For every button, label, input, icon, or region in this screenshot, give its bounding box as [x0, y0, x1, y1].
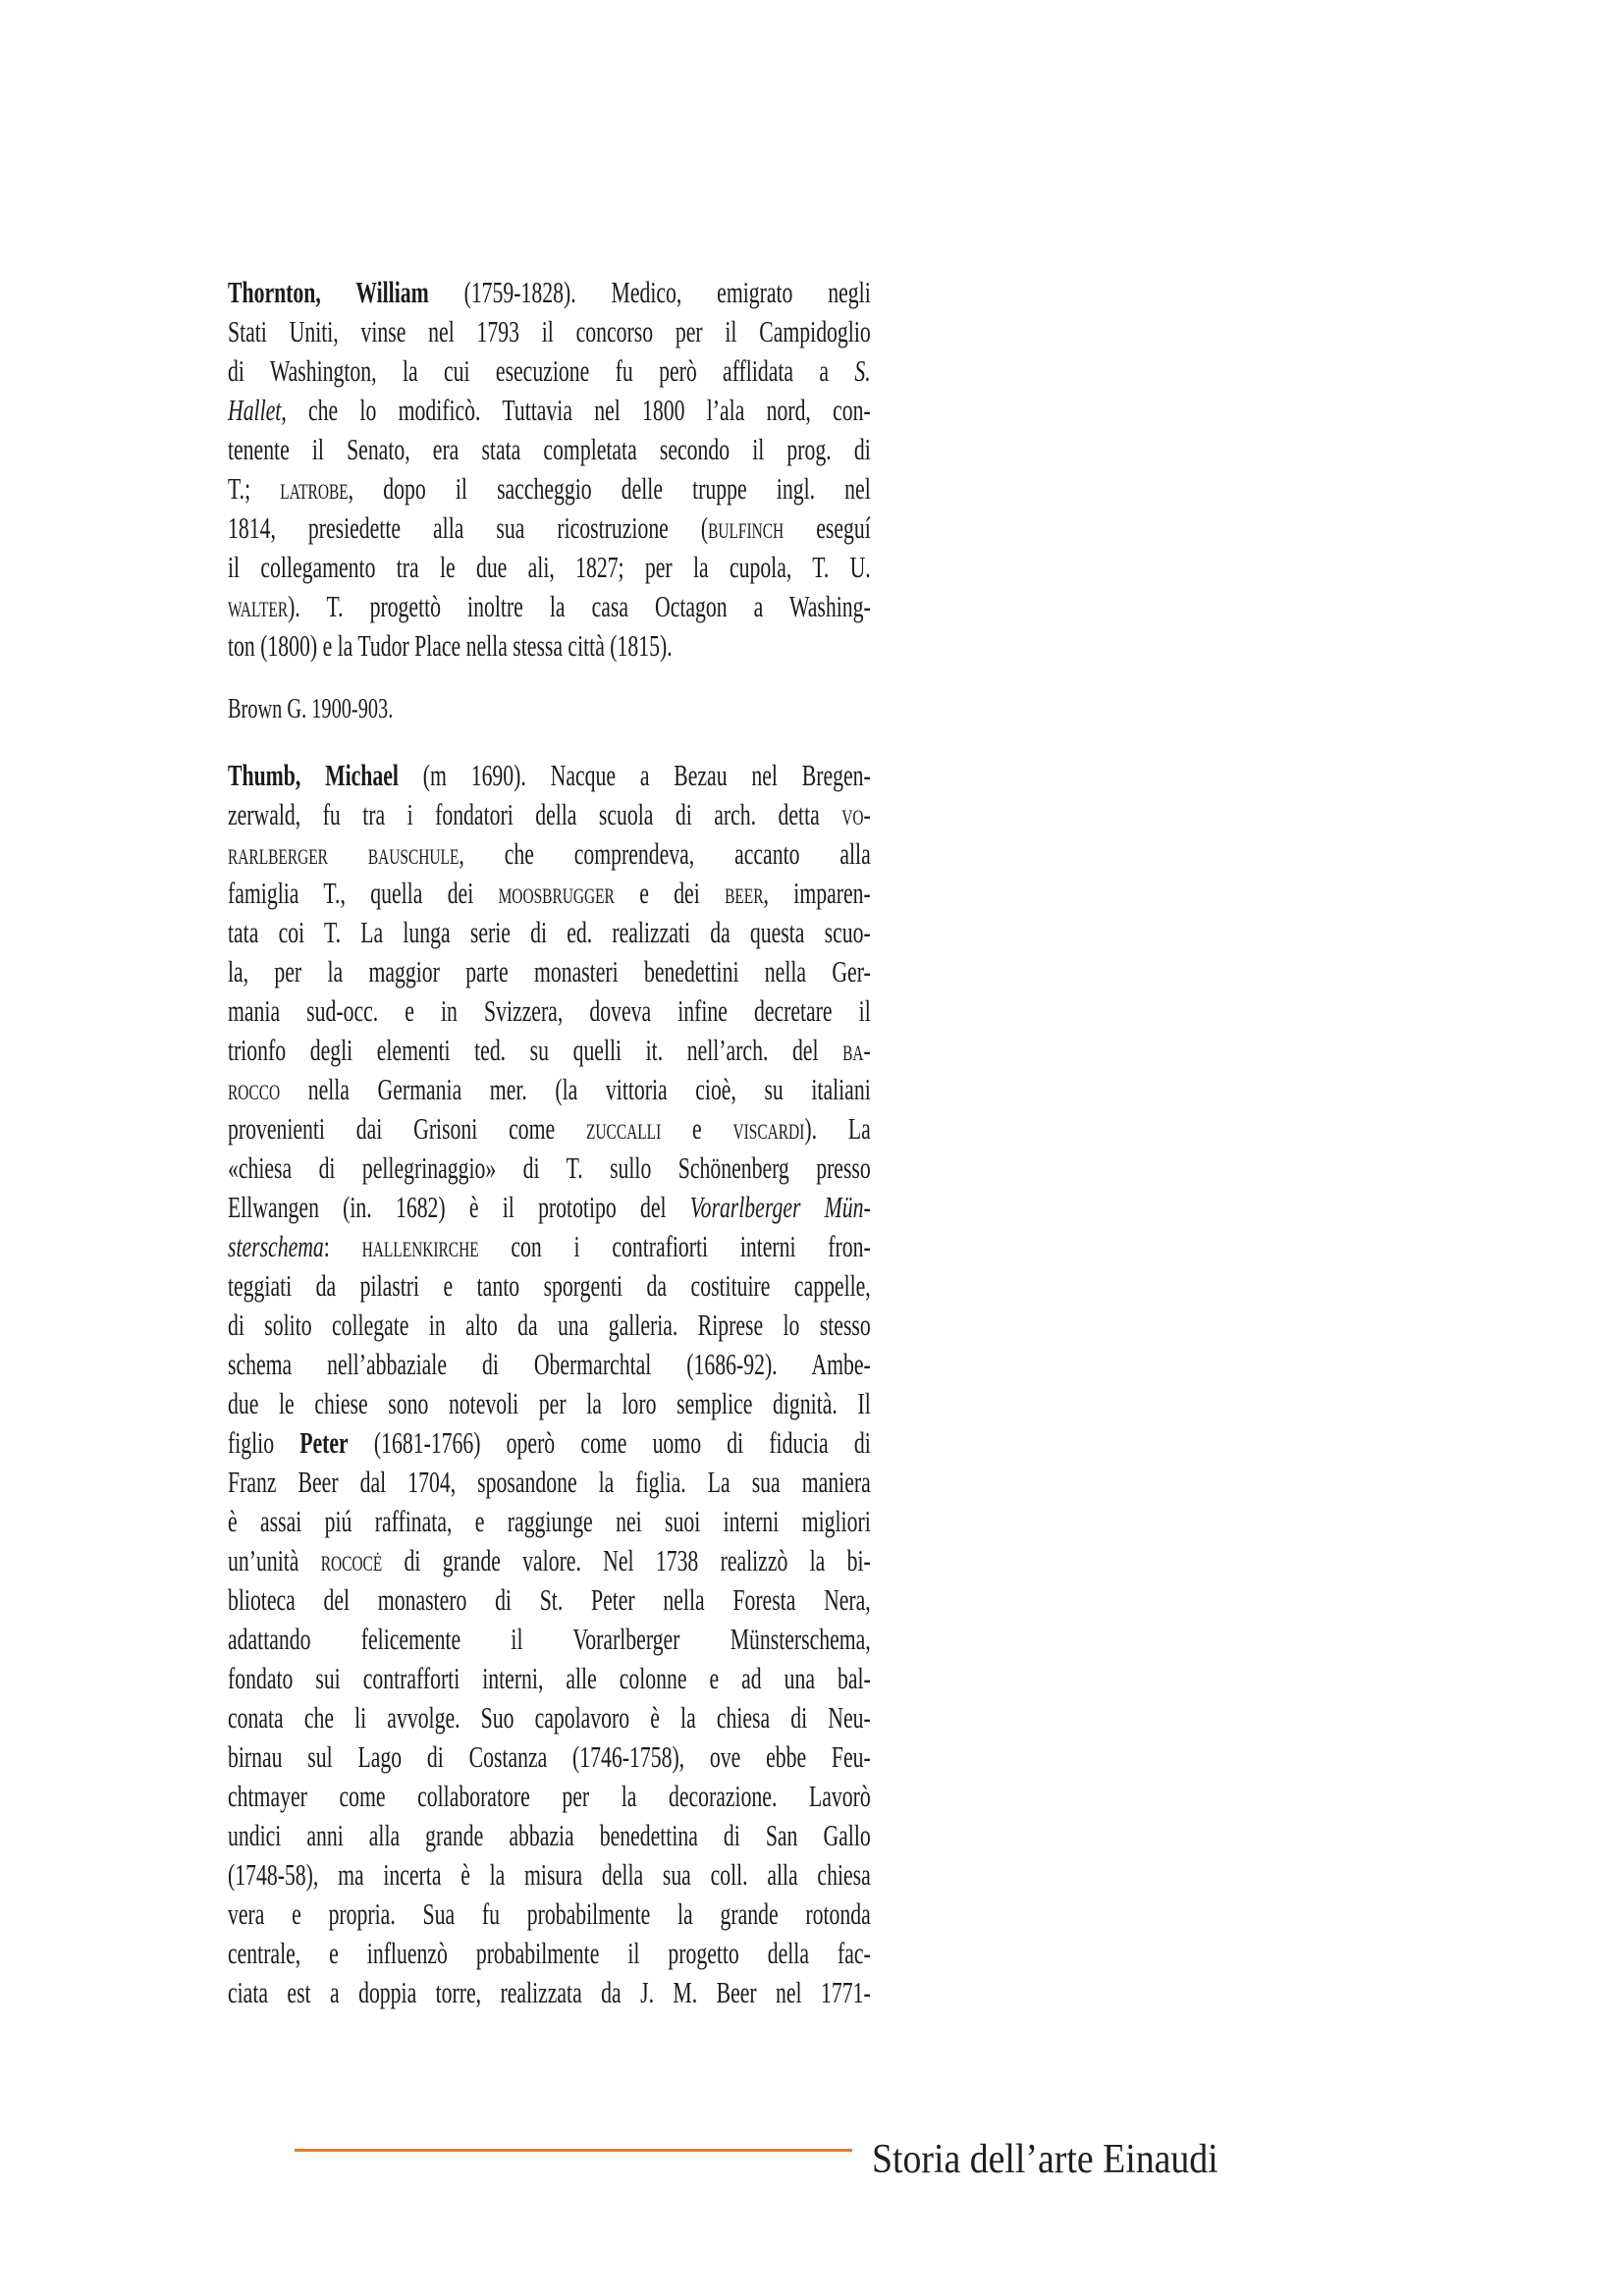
text-line — [228, 1306, 871, 1345]
text-segment: ciata est a doppia torre, realizzata da J. M. Beer nel 1771- — [228, 1975, 871, 2009]
text-segment: mania sud-occ. e in Svizzera, doveva infine decretare il — [228, 993, 871, 1028]
entry-thumb-michael — [228, 756, 871, 2012]
text-segment: il collegamento tra le due ali, 1827; per la cupola, T. U. — [228, 550, 871, 584]
text-segment: teggiati da pilastri e tanto sporgenti da costituire cappelle, — [228, 1268, 871, 1303]
italic-text: Vorarlberger Mün- — [689, 1190, 871, 1224]
text-segment: T.; — [228, 471, 281, 506]
text-segment: un’unità — [228, 1543, 321, 1577]
small-caps-reference: rococė — [320, 1543, 383, 1577]
text-line — [228, 1423, 871, 1463]
footer-rule — [295, 2149, 852, 2152]
text-line — [228, 273, 871, 312]
small-caps-reference: hallenkirche — [361, 1229, 479, 1263]
small-caps-reference: beer — [725, 876, 764, 910]
text-line — [228, 834, 871, 874]
text-line — [228, 1109, 871, 1148]
text-column — [228, 273, 871, 2012]
text-segment: con i contrafiorti interni fron- — [478, 1229, 871, 1263]
text-segment: vera e propria. Sua fu probabilmente la grande rotonda — [228, 1896, 871, 1931]
text-segment: 1814, presiedette alla sua ricostruzione ( — [228, 510, 709, 545]
text-line — [228, 1502, 871, 1541]
headword: Thumb, Michael — [228, 758, 399, 792]
text-line — [228, 1659, 871, 1698]
text-line — [228, 795, 871, 834]
text-segment: ). La — [804, 1111, 871, 1146]
small-caps-reference: zuccalli — [585, 1111, 662, 1146]
text-line — [228, 1384, 871, 1423]
text-segment: adattando felicemente il Vorarlberger Münsterschema, — [228, 1622, 871, 1656]
text-line — [228, 1266, 871, 1306]
italic-text: Hallet — [228, 393, 282, 427]
text-line — [228, 1698, 871, 1737]
text-segment: trionfo degli elementi ted. su quelli it. nell’arch. del — [228, 1033, 843, 1067]
text-segment: , imparen- — [763, 876, 871, 910]
text-segment: famiglia T., quella dei — [228, 876, 499, 910]
small-caps-reference: moosbrugger — [498, 876, 615, 910]
text-segment: figlio — [228, 1425, 300, 1460]
small-caps-reference: bulfinch — [708, 510, 784, 545]
text-line — [228, 1855, 871, 1895]
italic-text: sterschema — [228, 1229, 324, 1263]
small-caps-reference: walter — [228, 589, 289, 623]
text-segment: di Washington, la cui esecuzione fu però afflidata a — [228, 353, 855, 388]
headword: Thornton, William — [228, 275, 429, 309]
text-line — [228, 1973, 871, 2012]
text-line — [228, 913, 871, 952]
text-line — [228, 756, 871, 795]
text-segment: e — [661, 1111, 733, 1146]
small-caps-reference: vo- — [841, 797, 871, 831]
text-segment: (1681-1766) operò come uomo di fiducia di — [348, 1425, 871, 1460]
small-caps-reference: ba- — [842, 1033, 871, 1067]
text-line — [228, 1777, 871, 1816]
bibliography-reference: Brown G. 1900-903. — [228, 693, 394, 724]
small-caps-reference: latrobe — [280, 471, 349, 506]
text-segment: tata coi T. La lunga serie di ed. realizzati da questa scuo- — [228, 915, 871, 949]
text-line — [228, 1148, 871, 1188]
text-line — [228, 1070, 871, 1109]
text-line — [228, 351, 871, 391]
entry-thornton-william — [228, 273, 871, 728]
text-line — [228, 991, 871, 1031]
text-segment: (1759-1828). Medico, emigrato negli — [428, 275, 871, 309]
small-caps-reference: rarlberger bauschule — [228, 836, 460, 871]
text-line — [228, 1227, 871, 1266]
text-segment: e dei — [614, 876, 726, 910]
text-line — [228, 391, 871, 430]
footer-imprint: Storia dell’arte Einaudi — [872, 2137, 1218, 2182]
text-segment: la, per la maggior parte monasteri benedettini nella Ger- — [228, 954, 871, 988]
text-segment: chtmayer come collaboratore per la decorazione. Lavorò — [228, 1779, 871, 1813]
text-segment: centrale, e influenzò probabilmente il progetto della fac- — [228, 1936, 871, 1970]
text-segment: ton (1800) e la Tudor Place nella stessa città (1815). — [228, 628, 673, 663]
text-segment: nella Germania mer. (la vittoria cioè, su italiani — [280, 1072, 871, 1106]
text-line — [228, 1895, 871, 1934]
text-segment: ). T. progettò inoltre la casa Octagon a Washing- — [288, 589, 871, 623]
text-segment: undici anni alla grande abbazia benedettina di San Gallo — [228, 1818, 871, 1852]
text-segment: (1748-58), ma incerta è la misura della sua coll. alla chiesa — [228, 1857, 871, 1892]
text-line — [228, 1934, 871, 1973]
text-line — [228, 1188, 871, 1227]
text-segment: : — [323, 1229, 362, 1263]
text-line — [228, 626, 871, 666]
text-segment: Stati Uniti, vinse nel 1793 il concorso per il Campidoglio — [228, 314, 871, 348]
text-segment: fondato sui contrafforti interni, alle colonne e ad una bal- — [228, 1661, 871, 1695]
text-line — [228, 312, 871, 351]
text-segment: conata che li avvolge. Suo capolavoro è la chiesa di Neu- — [228, 1700, 871, 1735]
small-caps-reference: rocco — [228, 1072, 281, 1106]
text-line — [228, 1463, 871, 1502]
text-line — [228, 1541, 871, 1580]
text-segment: , che comprendeva, accanto alla — [459, 836, 871, 871]
text-segment: di solito collegate in alto da una galleria. Riprese lo stesso — [228, 1308, 871, 1342]
text-segment: blioteca del monastero di St. Peter nella Foresta Nera, — [228, 1582, 871, 1617]
text-segment: eseguí — [784, 510, 871, 545]
text-segment: , dopo il saccheggio delle truppe ingl. nel — [348, 471, 871, 506]
text-line — [228, 548, 871, 587]
text-line — [228, 1345, 871, 1384]
text-segment: tenente il Senato, era stata completata secondo il prog. di — [228, 432, 871, 466]
text-segment: (m 1690). Nacque a Bezau nel Bregen- — [398, 758, 871, 792]
text-line — [228, 1620, 871, 1659]
text-segment: schema nell’abbaziale di Obermarchtal (1686-92). Ambe- — [228, 1347, 871, 1381]
text-segment: provenienti dai Grisoni come — [228, 1111, 586, 1146]
text-line — [228, 1816, 871, 1855]
text-line — [228, 952, 871, 991]
text-segment: di grande valore. Nel 1738 realizzò la bi- — [382, 1543, 871, 1577]
text-line — [228, 587, 871, 626]
text-segment: , che lo modificò. Tuttavia nel 1800 l’ala nord, con- — [281, 393, 871, 427]
small-caps-reference: viscardi — [732, 1111, 805, 1146]
text-segment: Ellwangen (in. 1682) è il prototipo del — [228, 1190, 690, 1224]
text-segment: zerwald, fu tra i fondatori della scuola di arch. detta — [228, 797, 842, 831]
text-segment: due le chiese sono notevoli per la loro semplice dignità. Il — [228, 1386, 871, 1420]
text-line — [228, 430, 871, 469]
text-line — [228, 874, 871, 913]
text-line — [228, 508, 871, 548]
text-line — [228, 1737, 871, 1777]
text-segment: birnau sul Lago di Costanza (1746-1758), ove ebbe Feu- — [228, 1739, 871, 1774]
text-segment: Franz Beer dal 1704, sposandone la figlia. La sua maniera — [228, 1465, 871, 1499]
text-line — [228, 1580, 871, 1620]
headword: Peter — [299, 1425, 349, 1460]
text-segment: «chiesa di pellegrinaggio» di T. sullo Schönenberg presso — [228, 1150, 871, 1185]
text-line — [228, 469, 871, 508]
text-line — [228, 1031, 871, 1070]
italic-text: S. — [854, 353, 871, 388]
text-segment: è assai piú raffinata, e raggiunge nei suoi interni migliori — [228, 1504, 871, 1538]
